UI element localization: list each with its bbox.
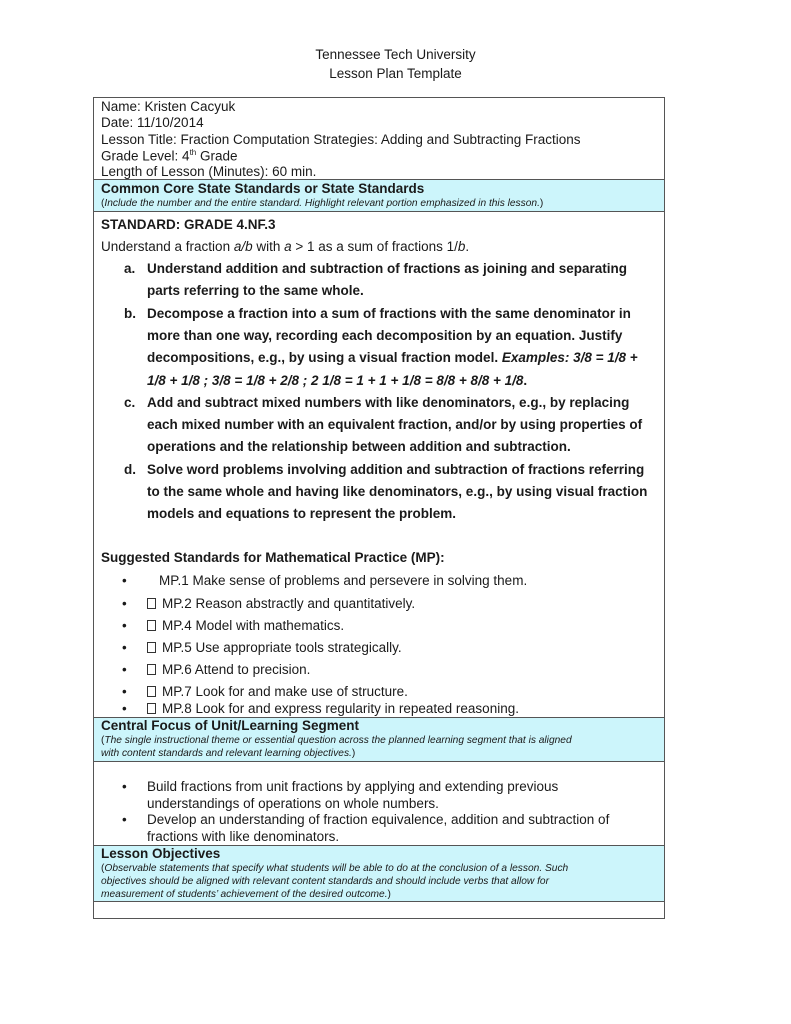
mp-item: • MP.5 Use appropriate tools strategically. bbox=[122, 640, 402, 655]
checkbox-glyph-icon bbox=[147, 620, 156, 631]
standard-item-d bbox=[124, 459, 654, 526]
standard-intro: Understand a fraction a/b with a > 1 as a sum of fractions 1/b. bbox=[101, 239, 470, 254]
central-focus-description-line2: with content standards and relevant learning objectives.) bbox=[101, 748, 356, 759]
checkbox-glyph-icon bbox=[147, 686, 156, 697]
item-label: b. bbox=[124, 306, 136, 321]
standards-title: Common Core State Standards or State Standards bbox=[101, 181, 425, 196]
item-label: a. bbox=[124, 261, 136, 276]
item-example: Examples: 3/8 = 1/8 + 1/8 + 1/8 ; 3/8 = 1/8 + 2/8 ; 2 1/8 = 1 + 1 + 1/8 = 8/8 + 8/8 + 1/8 bbox=[147, 350, 638, 388]
bullet-icon: • bbox=[122, 701, 127, 716]
university-name: Tennessee Tech University bbox=[315, 47, 476, 62]
mp-item: • MP.2 Reason abstractly and quantitatively. bbox=[122, 596, 416, 611]
bullet-icon: • bbox=[122, 812, 127, 827]
checkbox-glyph-icon bbox=[147, 642, 156, 653]
mp-item: • MP.8 Look for and express regularity in repeated reasoning. bbox=[122, 701, 519, 716]
mp-heading: Suggested Standards for Mathematical Practice (MP): bbox=[101, 550, 445, 565]
standards-header bbox=[94, 179, 664, 212]
standards-description: (Include the number and the entire standard. Highlight relevant portion emphasized in this lesson.) bbox=[101, 198, 544, 209]
objectives-content-row bbox=[94, 901, 664, 902]
grade-level-suffix: Grade bbox=[196, 148, 238, 164]
bullet-icon: • bbox=[122, 640, 127, 655]
central-focus-header bbox=[94, 717, 664, 762]
mp-item: • MP.6 Attend to precision. bbox=[122, 662, 311, 677]
item-text: Add and subtract mixed numbers with like denominators, e.g., by replacing each mixed number with an equivalent fraction, and/or by using properties of operations and the relationship between addition and subtraction. bbox=[147, 395, 643, 455]
standard-heading: STANDARD: GRADE 4.NF.3 bbox=[101, 217, 276, 232]
standard-item-b bbox=[124, 303, 654, 392]
focus-item: • Build fractions from unit fractions by applying and extending previous understandings of operations on whole numbers. bbox=[122, 779, 559, 811]
lesson-plan-table bbox=[93, 97, 665, 919]
focus-item: • Develop an understanding of fraction equivalence, addition and subtraction of fractions with like denominators. bbox=[122, 812, 610, 844]
standard-item-a bbox=[124, 258, 654, 302]
grade-level-prefix: Grade Level: 4 bbox=[101, 148, 190, 164]
checkbox-glyph-icon bbox=[147, 664, 156, 675]
lesson-title: Lesson Title: Fraction Computation Strategies: Adding and Subtracting Fractions bbox=[101, 132, 581, 147]
info-section bbox=[94, 98, 664, 179]
objectives-header bbox=[94, 845, 664, 902]
bullet-icon: • bbox=[122, 573, 127, 588]
teacher-name: Name: Kristen Cacyuk bbox=[101, 99, 236, 114]
item-text: Decompose a fraction into a sum of fractions with the same denominator in more than one way, recording each decomposition by an equation. Justify decompositions, e.g., by using a visual fraction model. Examples: 3/8 = 1/8 + 1/8 + 1/8 ; 3/8 = 1/8 + 2/8 ; 2 1/8 = 1 + 1 + 1/8 = 8/8 + 8/8 + 1/8. bbox=[147, 306, 638, 388]
standard-item-c bbox=[124, 392, 654, 459]
item-text: Understand addition and subtraction of fractions as joining and separating parts referring to the same whole. bbox=[147, 261, 628, 299]
bullet-icon: • bbox=[122, 779, 127, 794]
mp-item: • MP.4 Model with mathematics. bbox=[122, 618, 345, 633]
bullet-icon: • bbox=[122, 618, 127, 633]
checkbox-glyph-icon bbox=[147, 703, 156, 714]
objectives-description-line2: objectives should be aligned with relevant content standards and should include verbs that allow for bbox=[101, 876, 549, 887]
checkbox-glyph-icon bbox=[147, 598, 156, 609]
lesson-length: Length of Lesson (Minutes): 60 min. bbox=[101, 164, 317, 179]
template-title: Lesson Plan Template bbox=[329, 66, 462, 81]
central-focus-title: Central Focus of Unit/Learning Segment bbox=[101, 718, 360, 733]
grade-level bbox=[101, 148, 238, 164]
item-label: d. bbox=[124, 462, 136, 477]
objectives-description-line3: measurement of students’ achievement of the desired outcome.) bbox=[101, 889, 391, 900]
grade-level-sup: th bbox=[189, 148, 197, 157]
bullet-icon: • bbox=[122, 596, 127, 611]
objectives-description-line1: (Observable statements that specify what students will be able to do at the conclusion of a lesson. Such bbox=[101, 863, 569, 874]
item-label: c. bbox=[124, 395, 136, 410]
bullet-icon: • bbox=[122, 662, 127, 677]
lesson-date: Date: 11/10/2014 bbox=[101, 115, 204, 130]
mp-item: • MP.7 Look for and make use of structure. bbox=[122, 684, 408, 699]
objectives-title: Lesson Objectives bbox=[101, 846, 221, 861]
central-focus-description-line1: (The single instructional theme or essential question across the planned learning segment that is aligned bbox=[101, 735, 572, 746]
item-text: Solve word problems involving addition and subtraction of fractions referring to the same whole and having like denominators, e.g., by using visual fraction models and equations to represent the problem. bbox=[147, 462, 648, 522]
mp-item: • MP.1 Make sense of problems and persevere in solving them. bbox=[122, 573, 528, 588]
bullet-icon: • bbox=[122, 684, 127, 699]
